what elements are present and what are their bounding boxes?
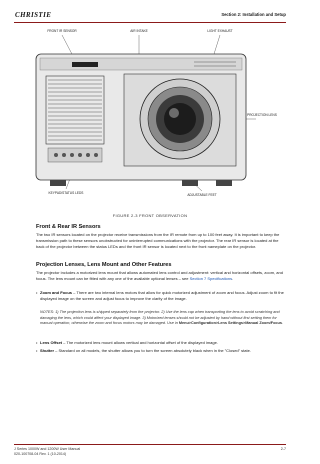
lenses-paragraph-end: . [232,276,234,281]
label-air-intake: AIR INTAKE [130,29,148,33]
bullet-lens-offset [36,340,286,346]
section-title: Section 2: Installation and Setup [221,12,286,17]
bullet-dot: • [36,340,38,345]
lenses-paragraph [36,270,286,282]
projector-illustration [14,24,286,209]
label-light-exhaust: LIGHT EXHAUST [207,29,233,33]
footer-doc-number: 020-100708-04 Rev. 1 (10-2014) [14,452,67,456]
footer-divider [14,444,286,445]
label-keypad: KEYPAD/STATUS LEDS [48,191,84,195]
specifications-link[interactable]: Section 7 Specifications [189,276,233,281]
bullet-text: – Standard on all models, the shutter allows you to turn the screen absolutely black when in the "Closed" state. [54,348,251,353]
christie-logo: CHRISTIE [15,11,52,19]
label-front-ir: FRONT IR SENSOR [47,29,77,33]
heading-projection-lenses: Projection Lenses, Lens Mount and Other Features [36,262,172,268]
footer-page-number: 2-7 [280,447,286,451]
bullet-term: Lens Offset [40,340,63,345]
notes-end: . [281,321,283,326]
bullet-shutter [36,348,286,354]
bullet-text: – There are two internal lens motors that allow for quick motorized adjustment of zoom and focus. Adjust zoom to fit the displayed image on the screen and adjust focus to improve the clarity of the image. [40,290,284,301]
notes-menu-path: Menu>Configuration>Lens Settings>Manual Zoom/Focus [178,321,282,326]
label-projection-lens: PROJECTION LENS [247,113,277,117]
heading-ir-sensors: Front & Rear IR Sensors [36,224,101,230]
projector-front-figure [14,24,286,209]
footer-manual-title: J Series 1000W and 1200W User Manual [14,447,81,451]
bullet-term: Zoom and Focus [40,290,72,295]
ir-sensors-paragraph: The two IR sensors located on the projector receive transmissions from the IR remote from up to 100 feet away. It is important to keep the transmission path to these sensors unobstructed for uninterrupted communications with the projector. The rear IR sensor is located at the back of the projector between the status LEDs and the front IR sensor is located next to the front nameplate on the projector. [36,232,280,249]
lens-notes [40,310,286,327]
header-divider [14,22,286,23]
bullet-dot: • [36,348,38,353]
bullet-text: – The motorized lens mount allows vertical and horizontal offset of the displayed image. [62,340,218,345]
label-adjustable-feet: ADJUSTABLE FEET [187,193,217,197]
bullet-term: Shutter [40,348,54,353]
notes-text: NOTES: 1) The projection lens is shipped separately from the projector. 2) Use the lens cap when transporting the lens to avoid scratching and damaging the lens, which could affect your displayed image. 3) Motorized lenses should not be adjusted by hand without first setting them for manual operation, otherwise the zoom and focus motors may be damaged. Use in [40,310,280,326]
footer-left [14,447,80,457]
figure-caption: FIGURE 2-3 FRONT OBSERVATION [112,213,188,218]
bullet-zoom-focus [36,290,286,302]
lenses-paragraph-text: The projector includes a motorized lens mount that allows automated lens control and adjustment: vertical and horizontal offsets, zoom, and focus. The lens mount can be fitted with any one of the available optional lenses – see [36,270,283,281]
bullet-dot: • [36,290,38,295]
